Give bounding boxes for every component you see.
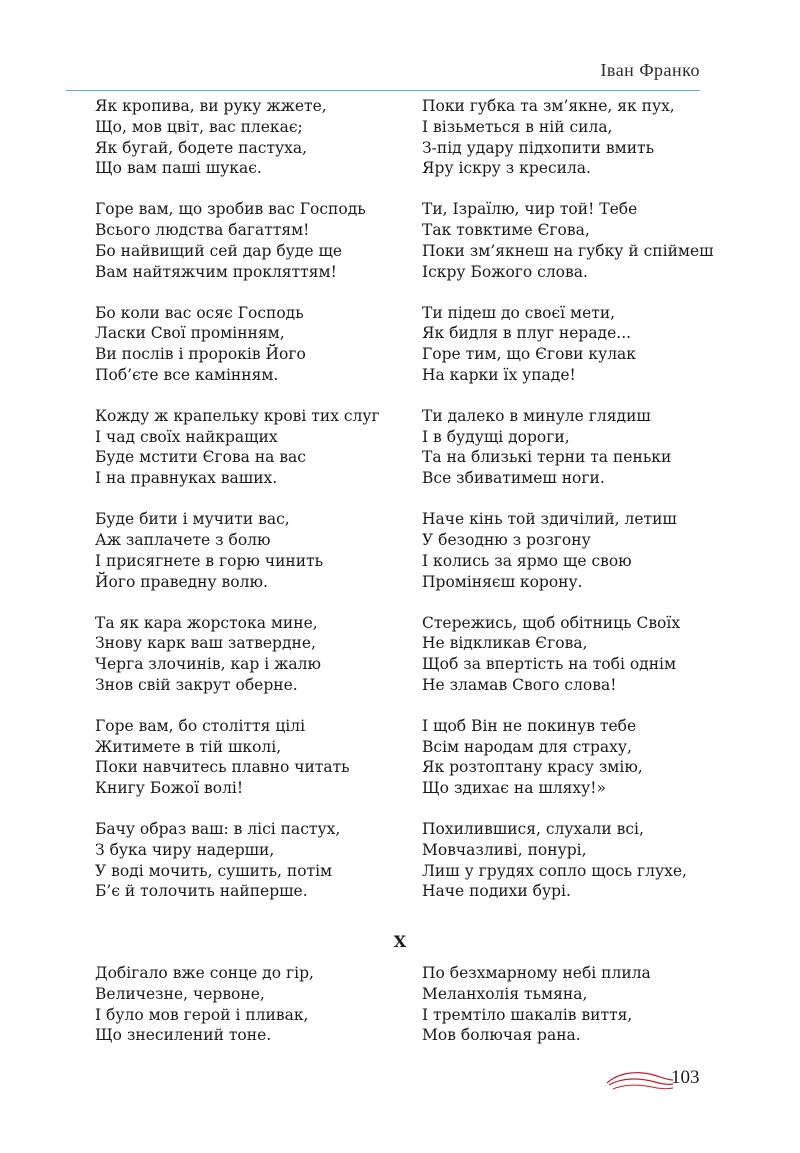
verse-line: Наче подихи бурі. — [422, 882, 571, 901]
verse-line: Кожду ж крапельку крові тих слуг — [95, 406, 380, 425]
verse-line: І візьметься в ній сила, — [422, 117, 613, 136]
verse-line: Ласки Свої промінням, — [95, 324, 285, 343]
stanza — [95, 96, 327, 179]
verse-line: Книгу Божої волі! — [95, 779, 244, 798]
ornament-swash-icon — [605, 1068, 677, 1094]
verse-line: Бачу образ ваш: в лісі пастух, — [95, 820, 341, 839]
verse-line: Поб’єте все камінням. — [95, 365, 279, 384]
verse-line: Меланхолія тьмяна, — [422, 984, 588, 1003]
verse-line: Ви послів і пророків Його — [95, 345, 306, 364]
verse-line: Іскру Божого слова. — [422, 262, 588, 281]
verse-line: Добігало вже сонце до гір, — [95, 964, 314, 982]
stanza — [95, 303, 306, 386]
verse-line: Та як кара жорстока мине, — [95, 613, 318, 632]
verse-line: Мовчазливі, понурі, — [422, 840, 587, 859]
verse-line: Ти, Ізраїлю, чир той! Тебе — [422, 200, 638, 219]
verse-line: Яру іскру з кресила. — [422, 159, 591, 178]
verse-line: Бо найвищий сей дар буде ще — [95, 241, 343, 260]
verse-line: Щоб за впертість на тобі однім — [422, 655, 677, 674]
verse-line: Бо коли вас осяє Господь — [95, 303, 304, 322]
stanza — [422, 819, 687, 902]
verse-line: Як розтоптану красу змію, — [422, 758, 643, 777]
verse-line: Мов болючая рана. — [422, 1026, 581, 1045]
verse-line: Черга злочинів, кар і жалю — [95, 655, 321, 674]
verse-line: З-під удару підхопити вмить — [422, 138, 655, 157]
verse-line: І чад своїх найкращих — [95, 427, 278, 446]
stanza — [422, 406, 671, 489]
verse-line: Його праведну волю. — [95, 572, 268, 591]
stanza — [422, 96, 675, 179]
verse-line: Б’є й толочить найперше. — [95, 882, 308, 901]
verse-line: Буде бити і мучити вас, — [95, 510, 290, 529]
verse-line: Проміняєш корону. — [422, 572, 583, 591]
verse-line: Аж заплачете з болю — [95, 530, 271, 549]
verse-line: Як бугай, бодете пастуха, — [95, 138, 308, 157]
verse-line: У безодню з розгону — [422, 530, 591, 549]
verse-line: Що знесилений тоне. — [95, 1026, 272, 1045]
verse-line: Горе тим, що Єгови кулак — [422, 345, 636, 364]
verse-line: Всього людства багаттям! — [95, 221, 310, 240]
verse-line: Все збиватимеш ноги. — [422, 469, 605, 488]
verse-line: Знов свій закрут оберне. — [95, 675, 298, 694]
verse-line: Ти далеко в минуле глядиш — [422, 406, 651, 425]
page-number: 103 — [671, 1067, 700, 1088]
verse-line: І тремтіло шакалів виття, — [422, 1005, 633, 1024]
verse-line: Знову карк ваш затвердне, — [95, 634, 316, 653]
stanza — [95, 716, 350, 799]
stanza — [422, 509, 677, 592]
verse-line: І на правнуках ваших. — [95, 469, 278, 488]
stanza — [422, 613, 680, 696]
verse-line: Що здихає на шляху!» — [422, 779, 606, 798]
verse-line: Ти підеш до своєї мети, — [422, 303, 616, 322]
verse-line: Горе вам, що зробив вас Господь — [95, 200, 366, 219]
verse-line: По безхмарному небі плила — [422, 964, 651, 982]
verse-line: І було мов герой і пливак, — [95, 1005, 309, 1024]
stanza — [422, 963, 651, 1046]
stanza — [95, 819, 340, 902]
verse-line: Поки губка та зм’якне, як пух, — [422, 97, 675, 115]
stanza — [95, 613, 321, 696]
stanza — [422, 303, 636, 386]
stanza — [95, 406, 380, 489]
verse-line: Похилившися, слухали всі, — [422, 820, 644, 839]
verse-line: І присягнете в горю чинить — [95, 551, 324, 570]
stanza — [95, 963, 314, 1046]
verse-line: І щоб Він не покинув тебе — [422, 716, 637, 735]
verse-line: Що, мов цвіт, вас плекає; — [95, 117, 303, 136]
verse-line: Що вам паші шукає. — [95, 159, 262, 178]
verse-line: Житимете в тій школі, — [95, 737, 282, 756]
verse-line: Буде мстити Єгова на вас — [95, 448, 306, 467]
verse-line: З бука чиру надерши, — [95, 840, 275, 859]
verse-line: Як кропива, ви руку жжете, — [95, 97, 327, 115]
verse-line: Поки зм’якнеш на губку й спіймеш — [422, 241, 714, 260]
verse-line: Та на близькі терни та пеньки — [422, 448, 672, 467]
verse-line: У воді мочить, сушить, потім — [95, 861, 333, 880]
verse-line: Не зламав Свого слова! — [422, 675, 617, 694]
header-divider — [66, 90, 700, 91]
verse-line: І в будущі дороги, — [422, 427, 570, 446]
verse-line: Стережись, щоб обітниць Своїх — [422, 613, 681, 632]
verse-line: Наче кінь той здичілий, летиш — [422, 510, 677, 529]
verse-line: Не відкликав Єгова, — [422, 634, 588, 653]
verse-line: І колись за ярмо ще свою — [422, 551, 632, 570]
verse-line: Так товктиме Єгова, — [422, 221, 590, 240]
stanza — [422, 716, 643, 799]
verse-line: Поки навчитесь плавно читать — [95, 758, 350, 777]
verse-line: Всім народам для страху, — [422, 737, 632, 756]
verse-line: Лиш у грудях сопло щось глухе, — [422, 861, 687, 880]
verse-line: Вам найтяжчим прокляттям! — [95, 262, 337, 281]
verse-line: На карки їх упаде! — [422, 365, 576, 384]
part-heading: X — [393, 932, 407, 951]
running-header-author: Іван Франко — [600, 60, 700, 80]
verse-line: Горе вам, бо століття цілі — [95, 716, 306, 735]
stanza — [95, 509, 323, 592]
verse-line: Як бидля в плуг нераде... — [422, 324, 632, 343]
stanza — [422, 199, 714, 282]
stanza — [95, 199, 366, 282]
verse-line: Величезне, червоне, — [95, 984, 265, 1003]
